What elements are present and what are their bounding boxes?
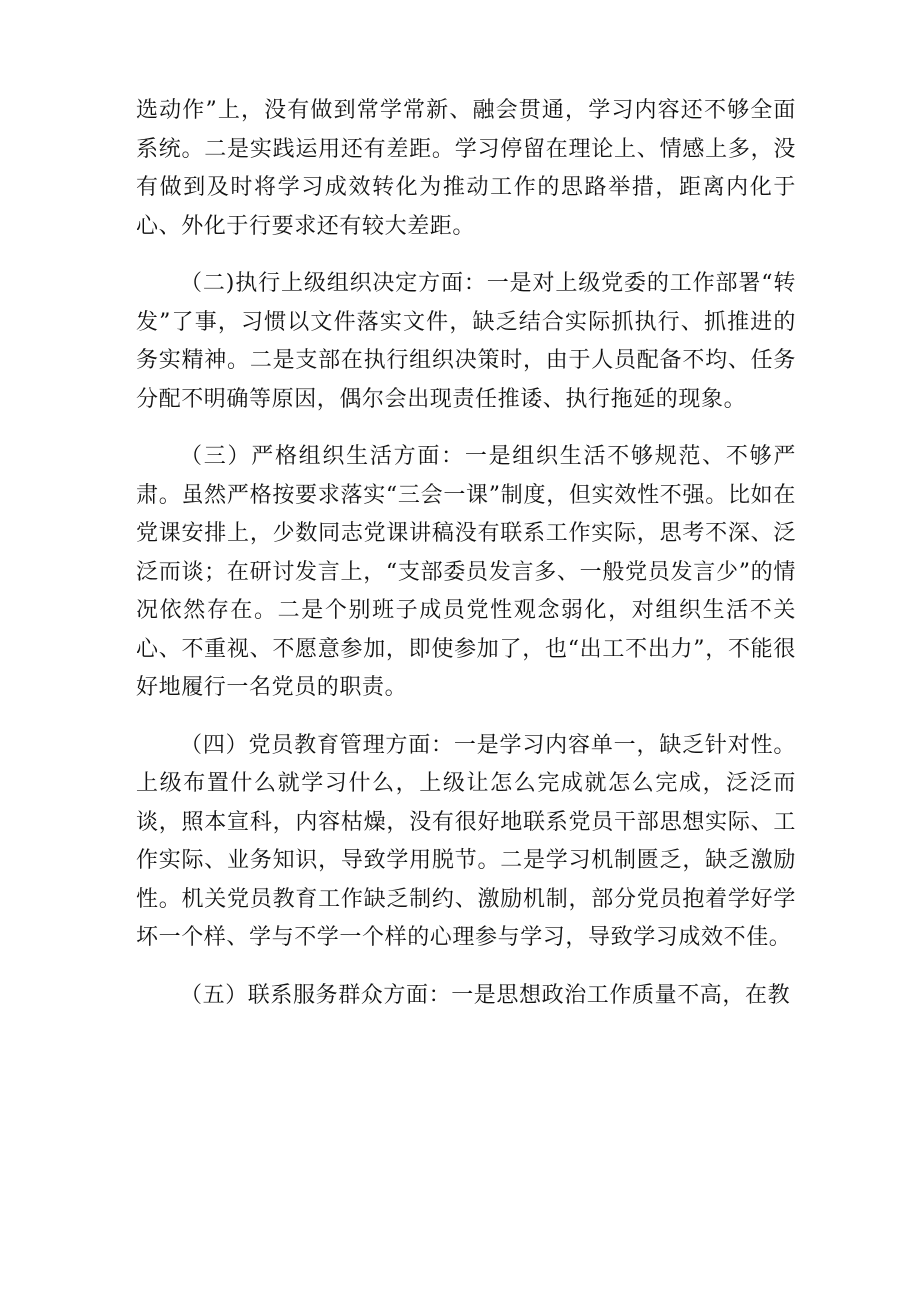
paragraph-section-5: （五）联系服务群众方面：一是思想政治工作质量不高，在教 <box>180 982 791 1008</box>
paragraph-continuation: 选动作”上，没有做到常学常新、融会贯通，学习内容还不够全面系统。二是实践运用还有差距。学习停留在理论上、情感上多，没有做到及时将学习成效转化为推动工作的思路举措，距离内化于心、外化于行要求还有较大差距。 <box>136 98 796 239</box>
paragraph-section-2: （二)执行上级组织决定方面：一是对上级党委的工作部署“转发”了事，习惯以文件落实文件，缺乏结合实际抓执行、抓推进的务实精神。二是支部在执行组织决策时，由于人员配备不均、任务分配不明确等原因，偶尔会出现责任推诿、执行拖延的现象。 <box>136 271 796 412</box>
document-body <box>136 92 796 1034</box>
paragraph-section-3: （三）严格组织生活方面：一是组织生活不够规范、不够严肃。虽然严格按要求落实“三会一课”制度，但实效性不强。比如在党课安排上，少数同志党课讲稿没有联系工作实际，思考不深、泛泛而谈；在研讨发言上，“支部委员发言多、一般党员发言少”的情况依然存在。二是个别班子成员党性观念弱化，对组织生活不关心、不重视、不愿意参加，即使参加了，也“出工不出力”，不能很好地履行一名党员的职责。 <box>136 444 796 700</box>
paragraph-section-4: （四）党员教育管理方面：一是学习内容单一，缺乏针对性。上级布置什么就学习什么，上级让怎么完成就怎么完成，泛泛而谈，照本宣科，内容枯燥，没有很好地联系党员干部思想实际、工作实际、业务知识，导致学用脱节。二是学习机制匮乏，缺乏激励性。机关党员教育工作缺乏制约、激励机制，部分党员抱着学好学坏一个样、学与不学一个样的心理参与学习，导致学习成效不佳。 <box>136 732 796 950</box>
